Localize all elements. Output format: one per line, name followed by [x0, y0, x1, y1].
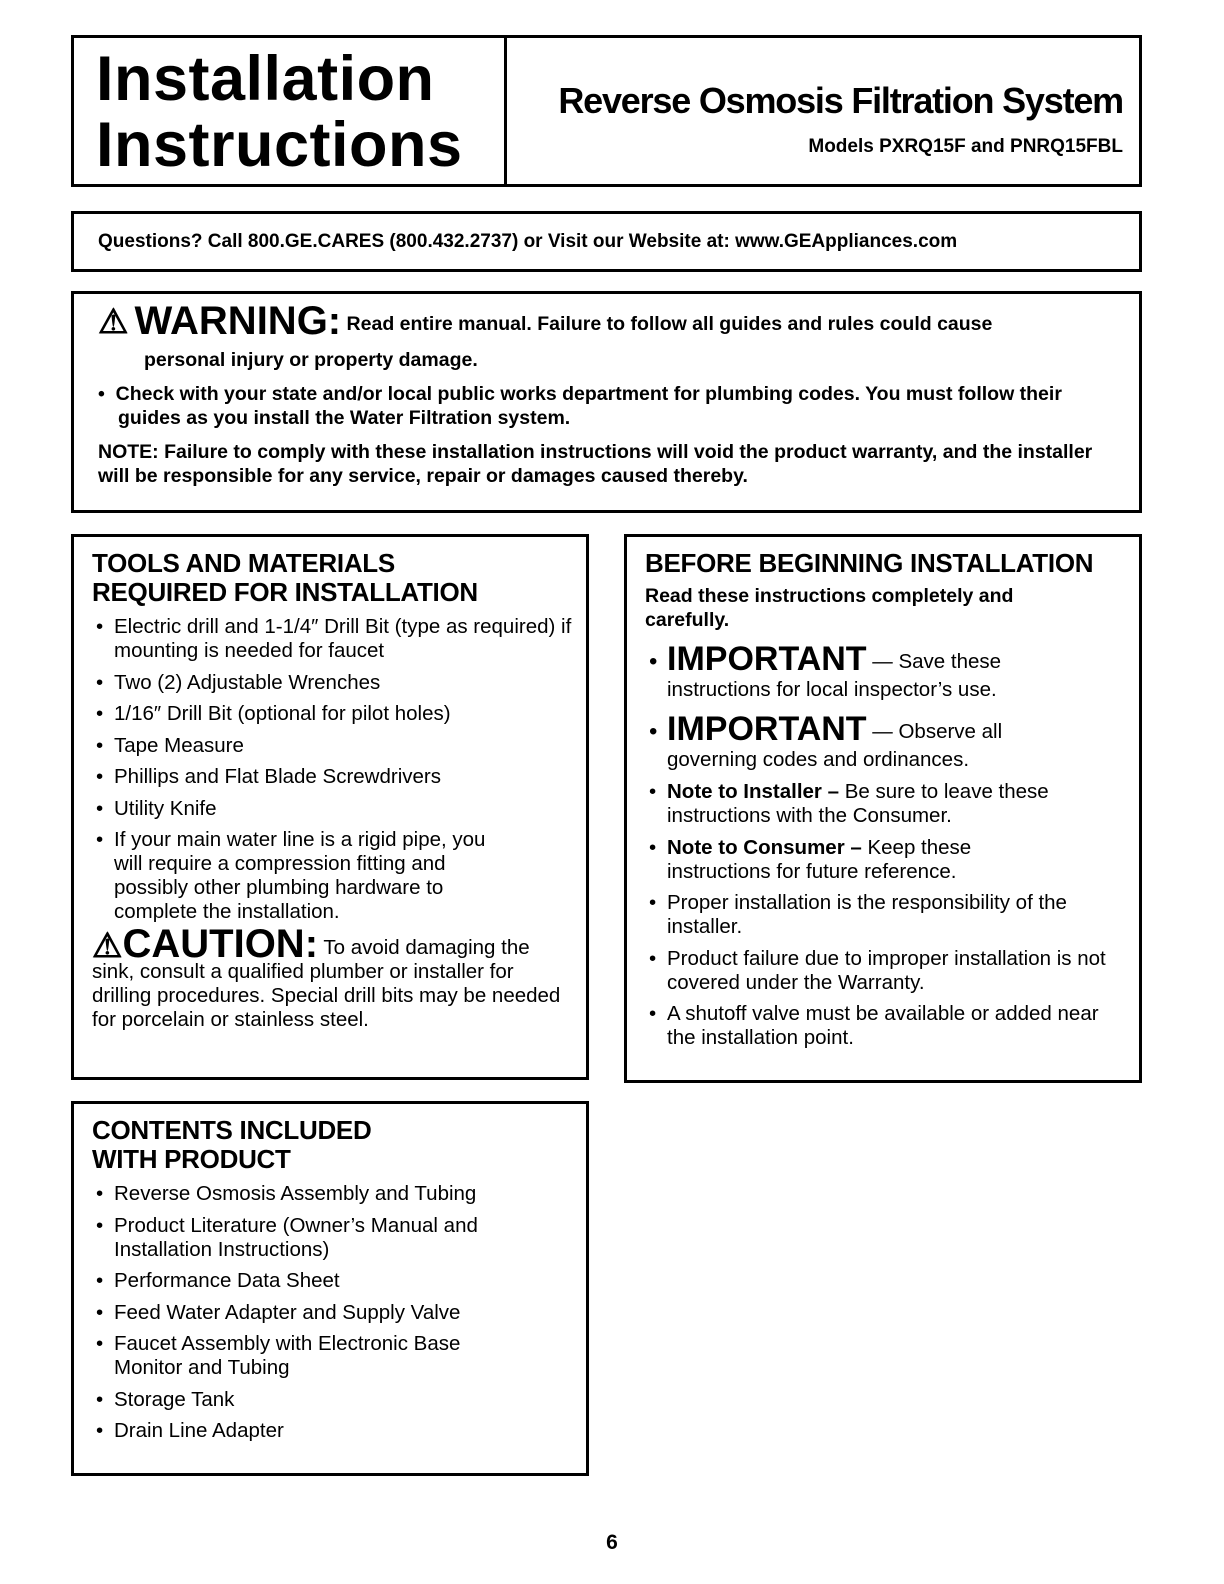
before-title: BEFORE BEGINNING INSTALLATION: [645, 548, 1094, 578]
list-item: • Feed Water Adapter and Supply Valve: [92, 1301, 576, 1325]
warning-triangle-icon: ⚠: [98, 303, 129, 341]
list-item: • A shutoff valve must be available or added near the installation point.: [645, 1002, 1127, 1050]
caution-triangle-icon: ⚠: [92, 926, 123, 965]
contents-panel: [71, 1101, 589, 1476]
warning-bullet-text: Check with your state and/or local public works department for plumbing codes. You must follow their guides as you install the Water Filtration system.: [115, 383, 1062, 429]
contents-title-line-1: CONTENTS INCLUDED: [92, 1115, 372, 1145]
list-item: • Storage Tank: [92, 1388, 576, 1412]
note-consumer-label: Note to Consumer –: [667, 835, 862, 859]
model-numbers: Models PXRQ15F and PNRQ15FBL: [808, 136, 1123, 157]
questions-box: [71, 211, 1142, 272]
note-consumer-text: Keep these instructions for future reference.: [667, 835, 972, 883]
important-2-continued: governing codes and ordinances.: [667, 748, 970, 771]
warning-text-line-2: personal injury or property damage.: [144, 349, 478, 371]
tools-list: [92, 615, 576, 924]
contents-title: [92, 1116, 576, 1174]
list-item: • Two (2) Adjustable Wrenches: [92, 671, 576, 695]
list-item: • Faucet Assembly with Electronic Base Monitor and Tubing: [92, 1332, 524, 1380]
list-item: • Drain Line Adapter: [92, 1419, 576, 1443]
warning-text-line-1: Read entire manual. Failure to follow all guides and rules could cause: [346, 313, 993, 335]
list-item-note-consumer: [645, 836, 1007, 884]
header-title-cell: [74, 38, 507, 184]
warning-note: NOTE: Failure to comply with these installation instructions will void the product warranty, and the installer will be responsible for any service, repair or damages caused thereby.: [98, 441, 1093, 487]
contents-list: [92, 1182, 576, 1443]
list-item: • Utility Knife: [92, 797, 576, 821]
tools-title-line-2: REQUIRED FOR INSTALLATION: [92, 577, 478, 607]
note-installer-label: Note to Installer –: [667, 780, 840, 803]
contents-title-line-2: WITH PRODUCT: [92, 1144, 291, 1174]
caution-text: To avoid damaging the sink, consult a qualified plumber or installer for drilling procedures. Special drill bits may be needed for porcelain or stainless steel.: [92, 935, 561, 1031]
tools-panel: [71, 534, 589, 1080]
list-item: • Tape Measure: [92, 734, 576, 758]
product-subtitle: Reverse Osmosis Filtration System: [558, 80, 1123, 121]
list-item-note-installer: [645, 780, 1087, 828]
list-item: • Phillips and Flat Blade Screwdrivers: [92, 765, 576, 789]
list-item: • Reverse Osmosis Assembly and Tubing: [92, 1182, 576, 1206]
caution-label: CAUTION:: [122, 921, 319, 966]
important-1-label: IMPORTANT: [667, 640, 867, 678]
list-item: • Product Literature (Owner’s Manual and Installation Instructions): [92, 1214, 544, 1262]
tools-title: [92, 549, 576, 607]
questions-text: Questions? Call 800.GE.CARES (800.432.2737) or Visit our Website at: www.GEAppliances.com: [98, 231, 958, 252]
caution-block: [92, 921, 576, 1032]
tools-title-line-1: TOOLS AND MATERIALS: [92, 548, 395, 578]
before-list: [645, 780, 1129, 1050]
list-item: • Electric drill and 1-1/4″ Drill Bit (type as required) if mounting is needed for faucet: [92, 615, 576, 663]
important-1-continued: instructions for local inspector’s use.: [667, 678, 997, 701]
important-1: [645, 640, 1129, 702]
header-box: [71, 35, 1142, 187]
important-2: [645, 710, 1129, 772]
list-item: • 1/16″ Drill Bit (optional for pilot holes): [92, 702, 576, 726]
note-installer-text: Be sure to leave these instructions with the Consumer.: [667, 780, 1049, 827]
important-1-text: — Save these: [872, 650, 1002, 673]
title-line-1: Installation: [96, 44, 435, 114]
list-item: • Proper installation is the responsibility of the installer.: [645, 891, 1067, 939]
warning-box: [71, 291, 1142, 513]
list-item: • Performance Data Sheet: [92, 1269, 576, 1293]
page-title: [96, 46, 463, 178]
before-intro: Read these instructions completely and carefully.: [645, 585, 1014, 631]
warning-heading: [98, 299, 993, 343]
important-2-text: — Observe all: [872, 720, 1003, 743]
page-number: 6: [606, 1531, 618, 1554]
list-item: • Product failure due to improper installation is not covered under the Warranty.: [645, 947, 1127, 995]
list-item: • If your main water line is a rigid pipe, you will require a compression fitting and possibly other plumbing hardware to complete the installation.: [92, 828, 514, 924]
warning-bullet: • Check with your state and/or local public works department for plumbing codes. You must follow their guides as you install the Water Filtration system.: [98, 383, 1062, 429]
before-installation-panel: [624, 534, 1142, 1083]
important-2-label: IMPORTANT: [667, 710, 867, 748]
title-line-2: Instructions: [96, 110, 463, 180]
warning-label: WARNING:: [134, 299, 342, 343]
